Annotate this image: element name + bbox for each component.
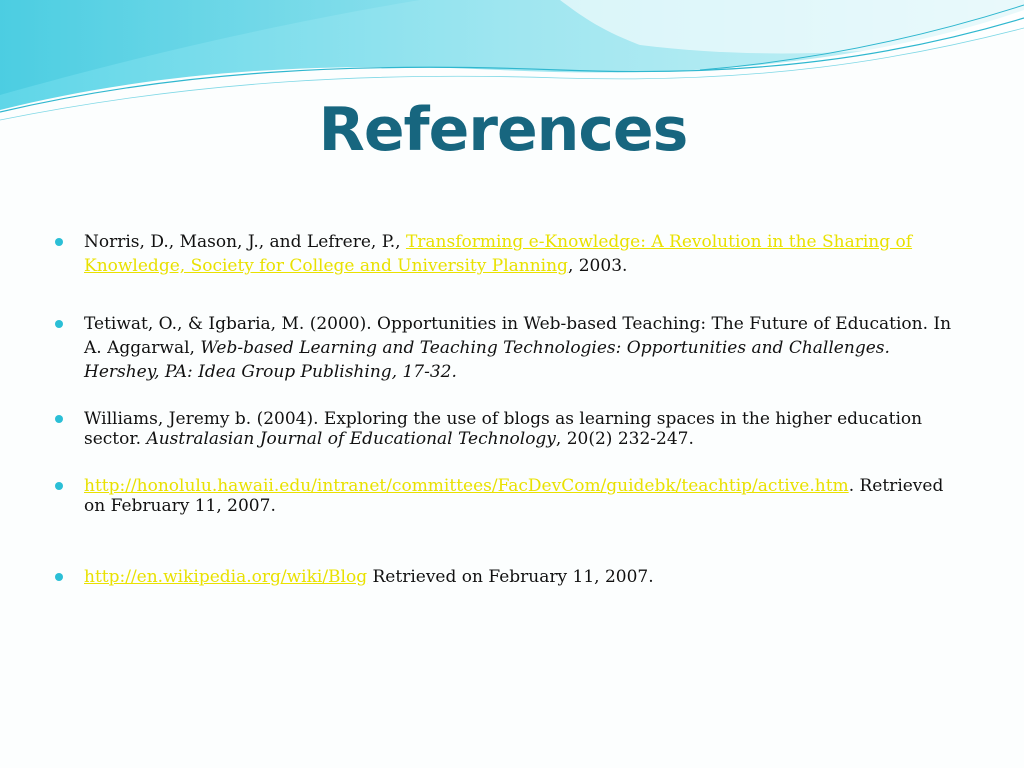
reference-text: Williams, Jeremy b. (2004). Exploring the use of blogs as learning spaces in the higher education sector. — [84, 409, 923, 449]
reference-item-williams — [84, 409, 954, 449]
reference-link-transforming-e-knowledge[interactable]: Transforming e-Knowledge: A Revolution in the Sharing of Knowledge, Society for College and University Planning — [84, 232, 913, 276]
reference-link-honolulu[interactable]: http://honolulu.hawaii.edu/intranet/committees/FacDevCom/guidebk/teachtip/active.htm — [84, 476, 849, 496]
reference-text: , 2003. — [567, 256, 628, 276]
reference-text: Norris, D., Mason, J., and Lefrere, P., — [84, 232, 406, 252]
reference-item-honolulu — [84, 476, 954, 516]
reference-text: Tetiwat, O., & Igbaria, M. (2000). Opportunities in Web-based Teaching: The Future of Education. In A. Aggarwal, — [84, 314, 952, 358]
reference-item-norris — [84, 230, 954, 278]
reference-text: Retrieved on February 11, 2007. — [367, 567, 654, 587]
reference-text: , 20(2) 232-247. — [555, 429, 694, 449]
reference-item-tetiwat — [84, 312, 954, 384]
reference-italic-title: Web-based Learning and Teaching Technologies: Opportunities and Challenges. Hershey, PA: Idea Group Publishing, 17-32. — [84, 338, 890, 382]
reference-text: . Retrieved on February 11, 2007. — [84, 476, 944, 516]
reference-italic-title: Australasian Journal of Educational Technology — [146, 429, 556, 449]
reference-link-wikipedia-blog[interactable]: http://en.wikipedia.org/wiki/Blog — [84, 567, 368, 587]
reference-item-wikipedia — [84, 565, 954, 589]
page-title: References — [318, 95, 688, 165]
